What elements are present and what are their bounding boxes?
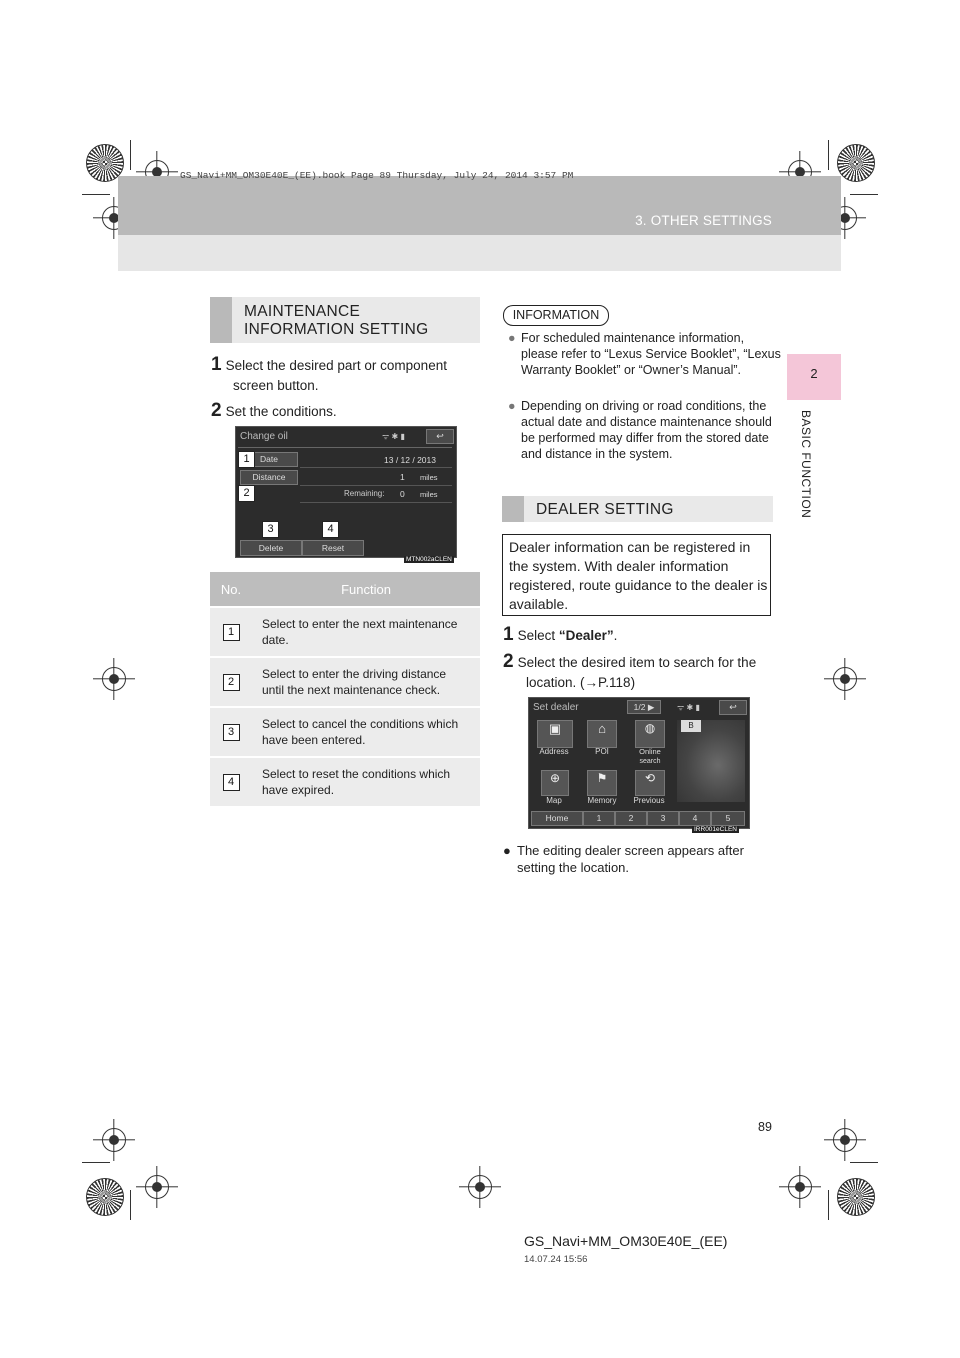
preset-2-button[interactable]: 2 (615, 811, 647, 826)
information-label: INFORMATION (503, 305, 609, 326)
row-function: Select to reset the conditions which have expired. (252, 757, 480, 806)
row-number: 2 (210, 657, 252, 707)
screen-title: Change oil (240, 431, 288, 442)
column-header-function: Function (252, 572, 480, 607)
callout-badge-2: 2 (238, 485, 255, 502)
crop-line (82, 1162, 110, 1163)
screen-divider (300, 502, 452, 503)
set-dealer-screen (528, 697, 750, 829)
preset-5-button[interactable]: 5 (711, 811, 745, 826)
reset-button[interactable]: Reset (302, 540, 364, 556)
function-table (210, 572, 480, 806)
row-number: 3 (210, 707, 252, 757)
memory-button[interactable] (587, 770, 617, 796)
row-function: Select to cancel the conditions which have been entered. (252, 707, 480, 757)
step-number: 1 (503, 624, 514, 645)
remaining-unit: miles (420, 490, 438, 499)
information-bullet-2: ● Depending on driving or road conditions, the actual date and distance maintenance should be performed may differ from the stored date and distance in the system. (508, 399, 772, 461)
maintenance-heading-line1: MAINTENANCE (244, 303, 361, 320)
back-button[interactable]: ↩ (426, 429, 454, 444)
maintenance-step-1-cont: screen button. (233, 378, 319, 393)
status-icons: ᯤ ✱ ▮ (677, 703, 700, 712)
online-label: Online (639, 747, 661, 756)
step-text: Select the desired part or component (225, 358, 447, 373)
address-icon: ▣ (548, 721, 562, 736)
callout-badge-1: 1 (238, 451, 255, 468)
step-text: Select (517, 628, 559, 643)
maintenance-heading (210, 297, 480, 343)
step-text: Select the desired item to search for the (517, 655, 757, 670)
table-row (210, 757, 480, 806)
change-oil-screen (235, 426, 457, 558)
page-number: 89 (758, 1120, 772, 1134)
dealer-step-1 (503, 625, 617, 645)
registration-mark-bottom-right-outer (837, 1178, 875, 1216)
step-text-emphasis: “Dealer” (558, 628, 614, 643)
screen-title: Set dealer (533, 702, 579, 713)
step-number: 2 (211, 400, 222, 421)
bullet-dot: ● (503, 843, 511, 858)
step-number: 2 (503, 651, 514, 672)
book-info: GS_Navi+MM_OM30E40E_(EE).book Page 89 Thursday, July 24, 2014 3:57 PM (180, 170, 574, 181)
crop-line (828, 1190, 829, 1220)
remaining-value: 0 (400, 489, 405, 499)
dealer-flag-icon: B (681, 720, 701, 732)
header-band-lower (118, 235, 841, 271)
row-number: 1 (210, 607, 252, 657)
document-code: GS_Navi+MM_OM30E40E_(EE) (524, 1233, 728, 1249)
table-row (210, 707, 480, 757)
back-button[interactable]: ↩ (719, 700, 747, 715)
crop-line (130, 1190, 131, 1220)
home-button[interactable]: Home (531, 811, 583, 826)
status-icons: ᯤ ✱ ▮ (382, 432, 405, 441)
chapter-number: 2 (810, 366, 818, 381)
previous-button[interactable] (635, 770, 665, 796)
bullet-dot: ● (508, 331, 516, 345)
registration-mark-bottom-left-outer (86, 1178, 124, 1216)
print-timestamp: 14.07.24 15:56 (524, 1254, 588, 1265)
address-button[interactable] (537, 720, 573, 748)
dealer-step-2 (503, 652, 756, 672)
crosshair-mark (833, 667, 857, 691)
crosshair-mark (145, 1175, 169, 1199)
information-bullet-1: ● For scheduled maintenance information, please refer to “Lexus Service Booklet”, “Lexus Warranty Booklet” or “Owner’s Manual”. (508, 331, 781, 377)
delete-button[interactable]: Delete (240, 540, 302, 556)
bullet-dot: ● (508, 399, 516, 413)
compass-icon: ⊕ (549, 771, 561, 785)
screen-code: MTN002aCLEN (406, 556, 452, 563)
preset-1-button[interactable]: 1 (583, 811, 615, 826)
screen-divider (300, 485, 452, 486)
step-text: Set the conditions. (225, 404, 337, 419)
dealer-step-2-cont: location. (→P.118) (526, 675, 636, 690)
preset-4-button[interactable]: 4 (679, 811, 711, 826)
flag-icon: ⚑ (596, 771, 608, 785)
address-label: Address (539, 747, 569, 756)
table-row (210, 607, 480, 657)
map-label: Map (546, 796, 562, 805)
column-header-no: No. (210, 572, 252, 607)
map-button[interactable] (541, 770, 569, 796)
crop-line (850, 194, 878, 195)
dealer-heading (502, 496, 773, 522)
row-number: 4 (210, 757, 252, 806)
poi-label: POI (595, 747, 609, 756)
dealer-heading-text: DEALER SETTING (536, 501, 674, 518)
table-header-row (210, 572, 480, 607)
crosshair-mark (788, 1175, 812, 1199)
screen-divider (238, 447, 452, 448)
crosshair-mark (102, 667, 126, 691)
screen-divider (300, 467, 452, 468)
maintenance-step-2 (211, 401, 337, 421)
date-button[interactable]: Date (240, 452, 298, 467)
preset-3-button[interactable]: 3 (647, 811, 679, 826)
maintenance-step-1 (211, 355, 481, 375)
crosshair-mark (468, 1175, 492, 1199)
distance-unit: miles (420, 473, 438, 482)
crop-line (850, 1162, 878, 1163)
maintenance-heading-line2: INFORMATION SETTING (244, 321, 429, 338)
distance-value: 1 (400, 472, 405, 482)
callout-badge-3: 3 (262, 521, 279, 538)
table-row (210, 657, 480, 707)
chapter-label: BASIC FUNCTION (799, 410, 813, 519)
remaining-label: Remaining: (344, 489, 385, 498)
distance-button[interactable]: Distance (240, 470, 298, 485)
history-icon: ⟲ (644, 771, 656, 785)
search-label: search (639, 758, 661, 765)
crop-line (130, 140, 131, 170)
online-search-button[interactable] (635, 720, 665, 748)
dealer-note: ● The editing dealer screen appears after setting the location. (503, 843, 744, 875)
crosshair-mark (833, 1128, 857, 1152)
crosshair-mark (102, 1128, 126, 1152)
callout-badge-4: 4 (322, 521, 339, 538)
crop-line (82, 194, 110, 195)
poi-button[interactable] (587, 720, 617, 748)
page-toggle-button[interactable]: 1/2 ▶ (627, 700, 661, 714)
screen-code: IRR001eCLEN (694, 826, 737, 833)
section-title: 3. OTHER SETTINGS (635, 213, 772, 228)
memory-label: Memory (587, 796, 617, 805)
row-function: Select to enter the driving distance until the next maintenance check. (252, 657, 480, 707)
row-function: Select to enter the next maintenance date. (252, 607, 480, 657)
step-text-end: . (613, 628, 618, 643)
registration-mark-top-right-outer (837, 144, 875, 182)
dealer-description-box: Dealer information can be registered in the system. With dealer information registered, route guidance to the dealer is available. (502, 534, 771, 616)
globe-icon: ◍ (644, 721, 656, 735)
previous-label: Previous (633, 796, 665, 805)
poi-icon: ⌂ (598, 721, 606, 736)
crop-line (828, 140, 829, 170)
date-value: 13 / 12 / 2013 (384, 455, 436, 465)
map-preview (677, 720, 745, 802)
step-number: 1 (211, 354, 222, 375)
